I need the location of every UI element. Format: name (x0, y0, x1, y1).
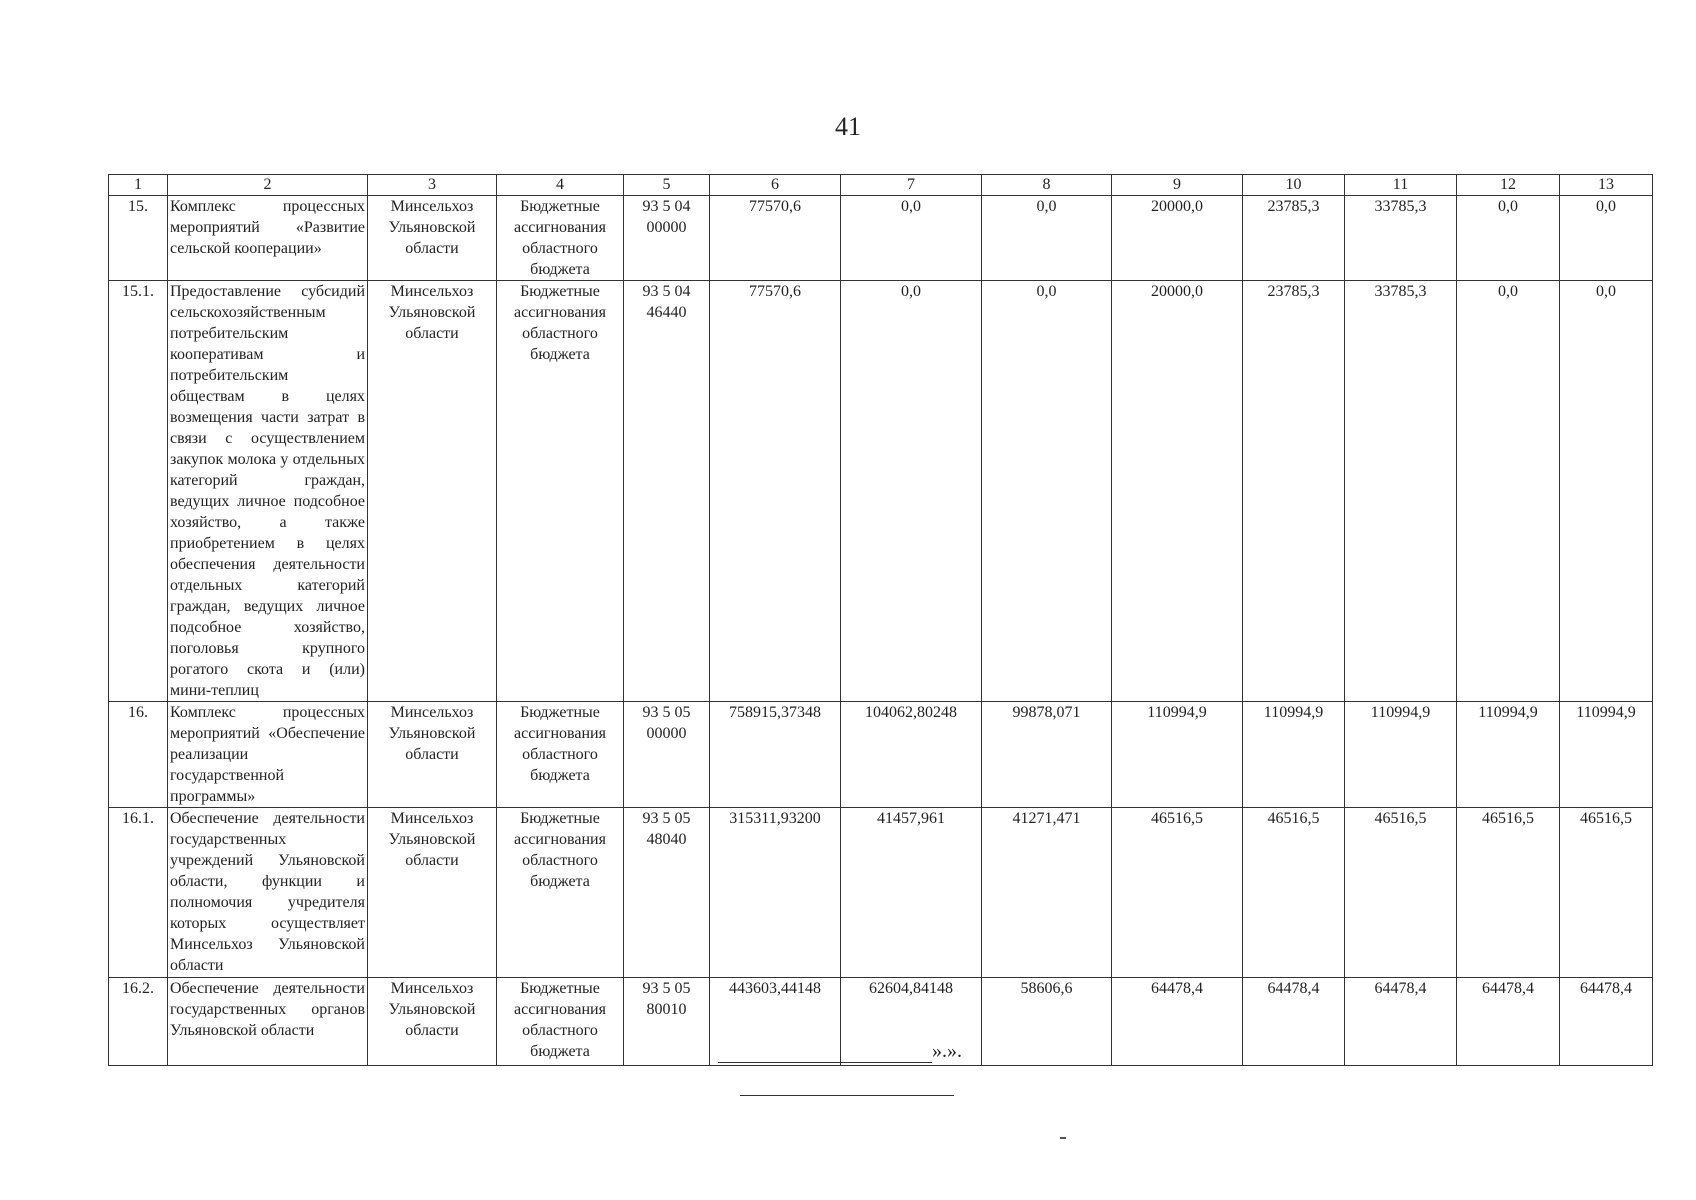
page-number: 41 (835, 112, 861, 141)
column-number: 4 (497, 175, 624, 196)
row-number: 15.1. (109, 281, 168, 702)
budget-code: 93 5 05 48040 (624, 808, 710, 978)
total-value: 77570,6 (710, 196, 841, 281)
year-value: 20000,0 (1112, 196, 1243, 281)
column-number: 2 (168, 175, 368, 196)
year-value: 0,0 (841, 196, 982, 281)
total-value: 758915,37348 (710, 702, 841, 808)
column-number: 8 (982, 175, 1112, 196)
year-value: 110994,9 (1560, 702, 1653, 808)
year-value: 46516,5 (1560, 808, 1653, 978)
column-number: 7 (841, 175, 982, 196)
funding-source: Бюджетные ассигнования областного бюджета (497, 281, 624, 702)
budget-code: 93 5 04 46440 (624, 281, 710, 702)
table-row (109, 702, 1653, 808)
year-value: 0,0 (1560, 196, 1653, 281)
year-value: 0,0 (841, 281, 982, 702)
year-value: 0,0 (982, 196, 1112, 281)
budget-table (108, 174, 1653, 1066)
year-value: 0,0 (1560, 281, 1653, 702)
row-number: 16.1. (109, 808, 168, 978)
executor: Минсельхоз Ульяновской области (368, 702, 497, 808)
activity-name: Обеспечение деятельности государственных органов Ульяновской области (168, 978, 368, 1066)
year-value: 64478,4 (1457, 978, 1560, 1066)
year-value: 64478,4 (1243, 978, 1345, 1066)
year-value: 64478,4 (1560, 978, 1653, 1066)
year-value: 58606,6 (982, 978, 1112, 1066)
column-number: 5 (624, 175, 710, 196)
column-number: 13 (1560, 175, 1653, 196)
executor: Минсельхоз Ульяновской области (368, 808, 497, 978)
budget-code: 93 5 05 80010 (624, 978, 710, 1066)
column-number: 11 (1345, 175, 1457, 196)
closing-mark (718, 1040, 962, 1063)
year-value: 64478,4 (1345, 978, 1457, 1066)
year-value: 64478,4 (1112, 978, 1243, 1066)
funding-source: Бюджетные ассигнования областного бюджета (497, 978, 624, 1066)
activity-name: Предоставление субсидий сельскохозяйственным потребительским кооперативам и потребительским обществам в целях возмещения части затрат в связи с осуществлением закупок молока у отдельных категорий граждан, ведущих личное подсобное хозяйство, а также приобретением в целях обеспечения деятельности отдельных категорий граждан, ведущих личное подсобное хозяйство, поголовья крупного рогатого скота и (или) мини-теплиц (168, 281, 368, 702)
executor: Минсельхоз Ульяновской области (368, 196, 497, 281)
total-value: 443603,44148 (710, 978, 841, 1066)
year-value: 46516,5 (1243, 808, 1345, 978)
funding-source: Бюджетные ассигнования областного бюджета (497, 808, 624, 978)
column-number: 10 (1243, 175, 1345, 196)
year-value: 33785,3 (1345, 196, 1457, 281)
total-value: 315311,93200 (710, 808, 841, 978)
budget-code: 93 5 05 00000 (624, 702, 710, 808)
year-value: 33785,3 (1345, 281, 1457, 702)
column-number: 12 (1457, 175, 1560, 196)
column-number: 3 (368, 175, 497, 196)
table-row (109, 196, 1653, 281)
column-number: 9 (1112, 175, 1243, 196)
year-value: 110994,9 (1243, 702, 1345, 808)
row-number: 16. (109, 702, 168, 808)
year-value: 46516,5 (1345, 808, 1457, 978)
budget-code: 93 5 04 00000 (624, 196, 710, 281)
year-value: 110994,9 (1112, 702, 1243, 808)
executor: Минсельхоз Ульяновской области (368, 281, 497, 702)
table-row (109, 808, 1653, 978)
activity-name: Комплекс процессных мероприятий «Обеспечение реализации государственной программы» (168, 702, 368, 808)
year-value: 0,0 (982, 281, 1112, 702)
row-number: 15. (109, 196, 168, 281)
column-number: 6 (710, 175, 841, 196)
closing-rule (718, 1044, 932, 1063)
year-value: 20000,0 (1112, 281, 1243, 702)
activity-name: Обеспечение деятельности государственных учреждений Ульяновской области, функции и полномочия учредителя которых осуществляет Минсельхоз Ульяновской области (168, 808, 368, 978)
year-value: 110994,9 (1457, 702, 1560, 808)
year-value: 62604,84148 (841, 978, 982, 1066)
scan-speck (1060, 1137, 1066, 1139)
row-number: 16.2. (109, 978, 168, 1066)
executor: Минсельхоз Ульяновской области (368, 978, 497, 1066)
closing-quote: ».». (932, 1040, 962, 1062)
year-value: 41457,961 (841, 808, 982, 978)
column-number: 1 (109, 175, 168, 196)
column-number-row (109, 175, 1653, 196)
year-value: 104062,80248 (841, 702, 982, 808)
total-value: 77570,6 (710, 281, 841, 702)
year-value: 46516,5 (1112, 808, 1243, 978)
year-value: 23785,3 (1243, 196, 1345, 281)
year-value: 41271,471 (982, 808, 1112, 978)
year-value: 110994,9 (1345, 702, 1457, 808)
year-value: 46516,5 (1457, 808, 1560, 978)
activity-name: Комплекс процессных мероприятий «Развитие сельской кооперации» (168, 196, 368, 281)
end-rule (740, 1095, 954, 1096)
year-value: 99878,071 (982, 702, 1112, 808)
year-value: 23785,3 (1243, 281, 1345, 702)
year-value: 0,0 (1457, 281, 1560, 702)
funding-source: Бюджетные ассигнования областного бюджета (497, 196, 624, 281)
table-row (109, 281, 1653, 702)
funding-source: Бюджетные ассигнования областного бюджета (497, 702, 624, 808)
year-value: 0,0 (1457, 196, 1560, 281)
